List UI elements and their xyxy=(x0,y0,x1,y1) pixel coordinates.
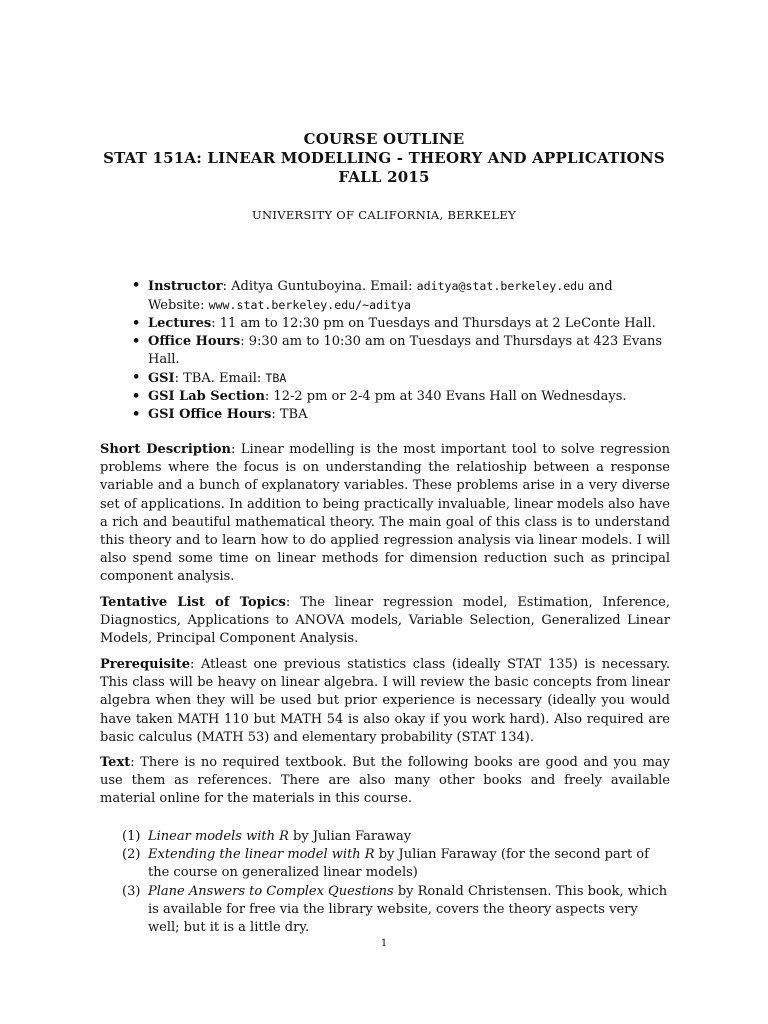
reference-list xyxy=(122,828,670,937)
reference-item: (1) Linear models with R by Julian Faraway xyxy=(122,829,412,844)
instructor-label: Instructor xyxy=(148,279,223,294)
reference-item: (2) Extending the linear model with R by Julian Faraway (for the second part of the course on generalized linear models) xyxy=(122,847,649,881)
office-hours-item: • Office Hours: 9:30 am to 10:30 am on Tuesdays and Thursdays at 423 Evans Hall. xyxy=(132,333,672,369)
title-course-outline: COURSE OUTLINE xyxy=(303,130,465,148)
gsi-lab-item: • GSI Lab Section: 12-2 pm or 2-4 pm at 340 Evans Hall on Wednesdays. xyxy=(132,388,672,406)
page-number: 1 xyxy=(380,938,388,949)
reference-title: Plane Answers to Complex Questions xyxy=(148,883,394,899)
reference-title: Extending the linear model with R xyxy=(148,847,375,863)
university-name: UNIVERSITY OF CALIFORNIA, BERKELEY xyxy=(252,208,516,222)
topics-paragraph: Tentative List of Topics: The linear regression model, Estimation, Inference, Diagnostics, Applications to ANOVA models, Variable Selection, Generalized Linear Models, Principal Component Analysis. xyxy=(100,595,670,647)
gsi-office-hours-item: • GSI Office Hours: TBA xyxy=(132,406,672,424)
title-term: FALL 2015 xyxy=(338,168,430,186)
short-description-paragraph: Short Description: Linear modelling is the most important tool to solve regression problems where the focus is on understanding the relatioship between a response variable and a bunch of explanatory variables. These problems arise in a very diverse set of applications. In addition to being practically invaluable, linear models also have a rich and beautiful mathematical theory. The main goal of this class is to understand this theory and to learn how to do applied regression analysis via linear models. I will also spend some time on linear methods for dimension reduction such as principal component analysis. xyxy=(100,442,670,585)
course-info-list xyxy=(132,277,672,424)
instructor-item: • Instructor: Aditya Guntuboyina. Email: aditya@stat.berkeley.edu and Website: www.stat.berkeley.edu/~aditya xyxy=(132,277,672,315)
reference-title: Linear models with R xyxy=(148,829,289,844)
title-course-name: STAT 151A: LINEAR MODELLING - THEORY AND APPLICATIONS xyxy=(103,149,665,167)
lectures-item: • Lectures: 11 am to 12:30 pm on Tuesdays and Thursdays at 2 LeConte Hall. xyxy=(132,315,672,333)
instructor-website: www.stat.berkeley.edu/~aditya xyxy=(208,298,411,312)
text-paragraph: Text: There is no required textbook. But the following books are good and you may use them as references. There are also many other books and freely available material online for the materials in this course. xyxy=(100,755,670,807)
document-title xyxy=(0,130,768,187)
prerequisite-paragraph: Prerequisite: Atleast one previous statistics class (ideally STAT 135) is necessary. This class will be heavy on linear algebra. I will review the basic concepts from linear algebra when they will be used but prior experience is necessary (ideally you would have taken MATH 110 but MATH 54 is also okay if you work hard). Also required are basic calculus (MATH 53) and elementary probability (STAT 134). xyxy=(100,657,670,745)
gsi-email: TBA xyxy=(265,371,287,385)
gsi-item: • GSI: TBA. Email: TBA xyxy=(132,369,672,388)
reference-item: (3) Plane Answers to Complex Questions by Ronald Christensen. This book, which is available for free via the library website, covers the theory aspects very well; but it is a little dry. xyxy=(122,883,668,936)
instructor-email: aditya@stat.berkeley.edu xyxy=(416,279,585,293)
